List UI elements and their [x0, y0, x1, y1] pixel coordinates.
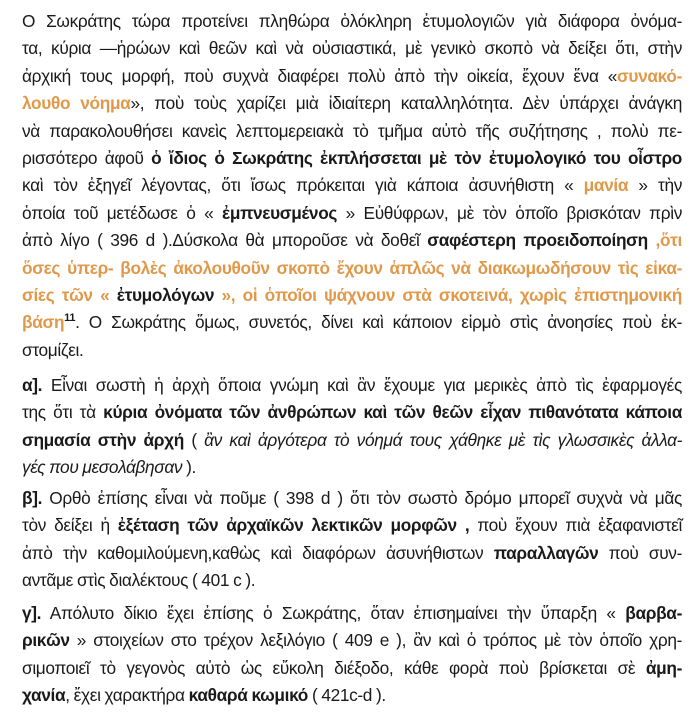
text-run: αντᾶμε στὶς διαλέκτους ( 401 c ). [22, 570, 256, 591]
text-run: » Εὐθύφρων, μὲ τὸν ὁποῖο βρισκόταν πρὶν [337, 202, 682, 223]
bold-text: ἐμπνευσμένος [222, 202, 338, 223]
text-line [22, 200, 682, 227]
text-run: ποὺ συν- [598, 542, 682, 563]
text-line [22, 427, 682, 454]
text-run: ( [183, 429, 205, 450]
highlighted-text: ,ὅτι [655, 230, 682, 251]
bold-text: σαφέστερη προειδοποίηση [427, 230, 656, 251]
text-line [22, 282, 682, 309]
text-run: ἀπὸ τὴν καθομιλούμενη,καθὼς καὶ διαφόρων ἀσυνήθιστων [22, 542, 494, 563]
paragraph-beta [22, 485, 682, 595]
text-line [22, 399, 682, 426]
bold-text: ἐτυμολόγων [116, 285, 215, 306]
bold-text: ἀμη- [645, 657, 682, 678]
paragraph-gamma [22, 600, 682, 710]
bold-text: γ]. [22, 603, 42, 623]
bold-text: β]. [22, 488, 43, 508]
text-run: ). [182, 457, 196, 478]
footnote-marker: 11 [64, 312, 76, 325]
highlighted-text: λουθο νόημα [22, 93, 131, 114]
paragraph-intro [22, 8, 682, 364]
bold-text: χανία [22, 685, 66, 706]
text-run: της ὅτι τὰ [22, 402, 104, 423]
text-line [22, 372, 682, 399]
text-run: . Ο Σωκράτης ὅμως, συνετός, δίνει καὶ κάποιον εἱρμὸ στὶς ἀνοησίες ποὺ ἐκ- [75, 312, 682, 333]
text-line [22, 118, 682, 145]
bold-text: βαρβα- [625, 603, 682, 623]
text-run: ρισσότερο ἀφοῦ [22, 148, 152, 169]
text-run: ( 421c-d ). [308, 685, 386, 706]
text-line [22, 337, 682, 364]
text-line [22, 627, 682, 654]
highlighted-text: σίες τῶν « [22, 285, 117, 306]
highlighted-text: », οἱ ὁποῖοι ψάχνουν στὰ σκοτεινά, χωρὶς ἐπιστημονική [214, 285, 682, 306]
text-run: σιμοποιεῖ τὸ γεγονὸς αὐτὸ ὡς εὔκολη διέξοδο, κάθε φορὰ ποὺ βρίσκεται σὲ [22, 657, 646, 678]
text-run: ποὺ ἔχουν πιὰ ἐξαφανιστεῖ [469, 515, 682, 536]
bold-text: α]. [22, 375, 43, 395]
text-run: Εἶναι σωστὴ ἡ ἀρχὴ ὅποια γνώμη καὶ ἂν ἔχουμε για μερικὲς ἀπὸ τὶς ἐφαρμογές [42, 375, 682, 395]
text-line [22, 485, 682, 512]
text-run: ἀπὸ λίγο ( 396 d ).Δύσκολα θὰ μποροῦσε νὰ δοθεῖ [22, 230, 428, 251]
text-line [22, 8, 682, 35]
text-line [22, 227, 682, 254]
text-run: νὰ παρακολουθήσει κανεὶς λεπτομερειακὰ τὸ τμῆμα αὐτὸ τῆς συζήτησης , πολὺ πε- [22, 120, 682, 141]
bold-text: κύρια ὀνόματα τῶν ἀνθρώπων καὶ τῶν θεῶν εἶχαν πιθανότατα κάποια [103, 402, 682, 423]
italic-text: γές που μεσολάβησαν [22, 457, 183, 478]
bold-text: παραλλαγῶν [493, 542, 599, 563]
text-line [22, 600, 682, 627]
bold-text: σημασία στὴν ἀρχή [22, 429, 184, 450]
text-line [22, 172, 682, 199]
text-line [22, 63, 682, 90]
bold-text: ἐξέταση τῶν ἀρχαϊκῶν λεκτικῶν μορφῶν , [117, 515, 470, 536]
text-line [22, 454, 682, 481]
text-run: Απόλυτο δίκιο ἔχει ἐπίσης ὁ Σωκράτης, ὅταν ἐπισημαίνει τὴν ὕπαρξη « [41, 603, 626, 623]
text-run: στομίζει. [22, 339, 84, 360]
text-line [22, 512, 682, 539]
text-run: ἀρχική τους μορφή, ποὺ συχνὰ διαφέρει πολὺ ἀπὸ τὴν οἰκεία, ἔχουν ἕνα « [22, 65, 617, 86]
highlighted-text: βάση [22, 312, 65, 333]
text-line [22, 682, 682, 709]
text-line [22, 655, 682, 682]
text-run: » στοιχείων στο τρέχον λεξιλόγιο ( 409 e ), ἂν καὶ ὁ τρόπος μὲ τὸν ὁποῖο χρη- [69, 630, 682, 651]
text-run: », ποὺ τοὺς χαρίζει μιὰ ἰδιαίτερη καταλληλότητα. Δὲν ὑπάρχει ἀνάγκη [130, 93, 682, 114]
text-line [22, 540, 682, 567]
highlighted-text: συνακό- [616, 65, 682, 86]
text-run: » τὴν [628, 175, 682, 196]
text-line [22, 35, 682, 62]
bold-text: ρικῶν [22, 630, 70, 651]
text-line [22, 255, 682, 282]
text-run: τὸν δείξει ἡ [22, 515, 118, 536]
paragraph-alpha [22, 372, 682, 482]
text-line [22, 567, 682, 594]
text-line [22, 90, 682, 117]
text-run: καὶ τὸν ἐξηγεῖ λέγοντας, ὅτι ἴσως πρόκειται γιὰ κάποια ἀσυνήθιστη « [22, 175, 584, 196]
highlighted-text: μανία [583, 175, 629, 196]
text-run: Ορθὸ ἐπίσης εἶναι νὰ ποῦμε ( 398 d ) ὅτι τὸν σωστὸ δρόμο μπορεῖ συχνὰ νὰ μᾶς [42, 488, 682, 508]
highlighted-text: ὅσες ὑπερ- βολὲς ἀκολουθοῦν σκοπὸ ἔχουν ἁπλῶς νὰ διακωμωδήσουν τὶς εἰκα- [22, 257, 682, 278]
text-run: ὁποία τοῦ μετέδωσε ὁ « [22, 202, 223, 223]
bold-text: καθαρά κωμικό [188, 685, 309, 706]
text-line [22, 309, 682, 336]
bold-text: ὁ ἴδιος ὁ Σωκράτης ἐκπλήσσεται μὲ τὸν ἐτυμολογικό του οἶστρο [151, 148, 682, 169]
text-run: τα, κύρια —ἡρώων καὶ θεῶν καὶ νὰ οὐσιαστικά, μὲ γενικὸ σκοπὸ νὰ δείξει ὅτι, στὴν [22, 38, 682, 59]
text-run: Ο Σωκράτης τώρα προτείνει πληθώρα ὁλόκληρη ἐτυμολογιῶν γιὰ διάφορα ὀνόμα- [22, 11, 682, 31]
italic-text: ἂν καὶ ἀργότερα τὸ νόημά τους χάθηκε μὲ τὶς γλωσσικὲς ἀλλα- [204, 429, 683, 450]
text-run: , ἔχει χαρακτήρα [65, 685, 189, 706]
text-line [22, 145, 682, 172]
